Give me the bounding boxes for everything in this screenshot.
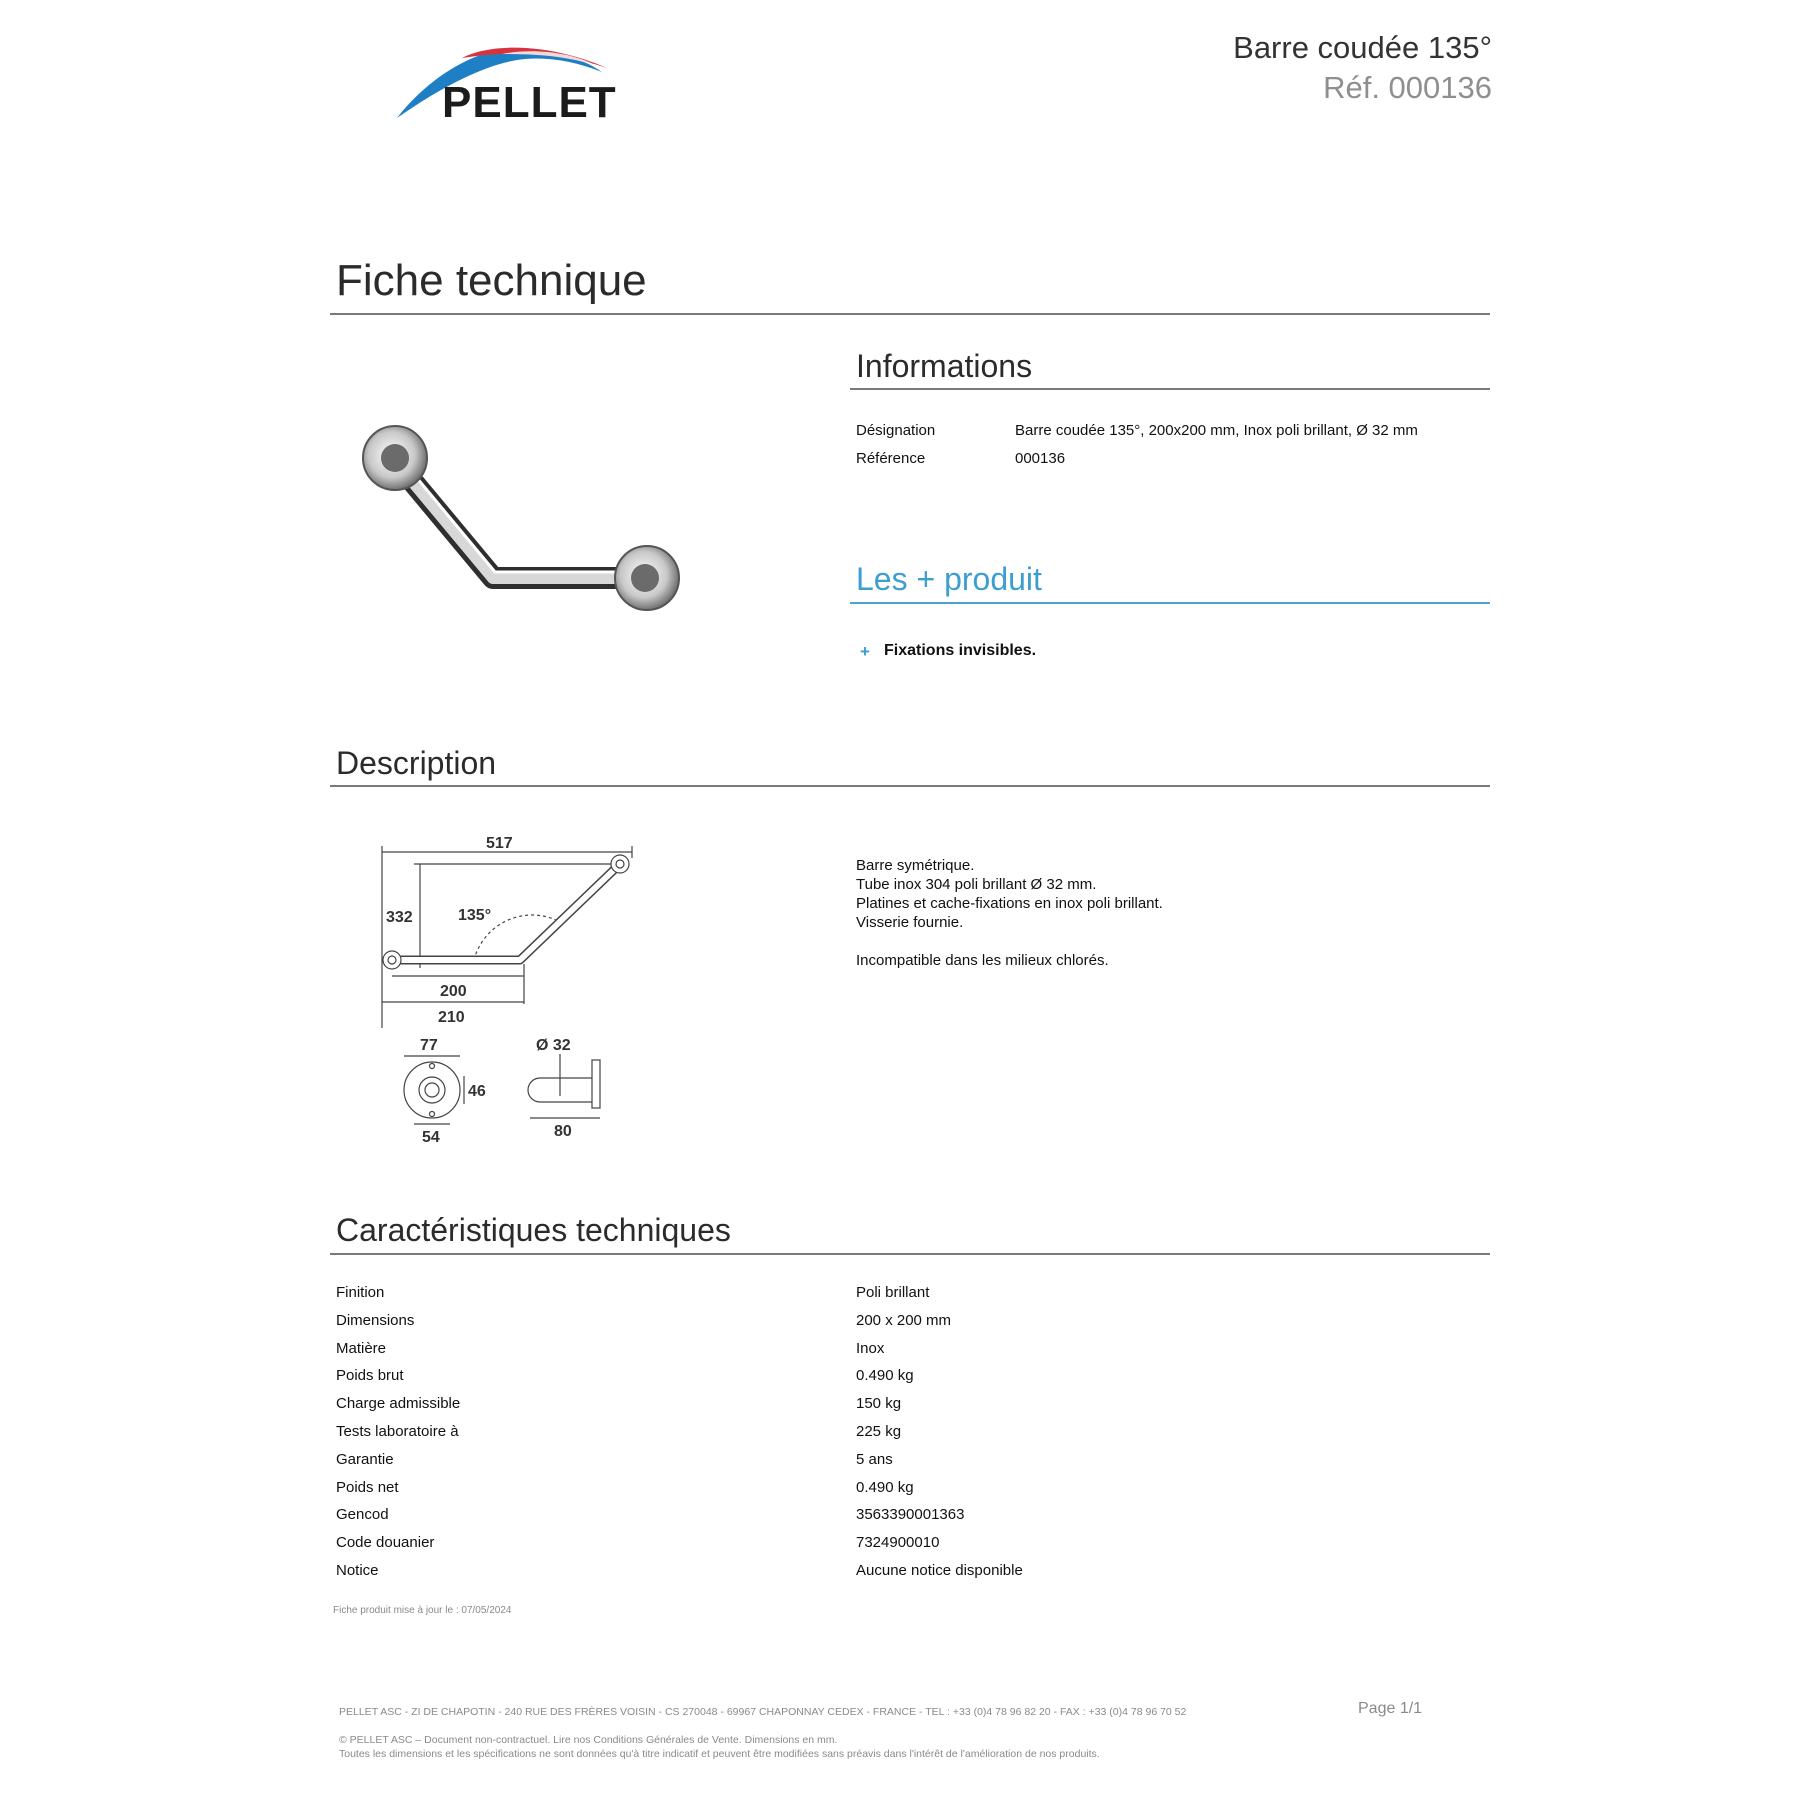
- spec-value: 0.490 kg: [856, 1367, 914, 1385]
- divider: [330, 785, 1490, 787]
- spec-value: 7324900010: [856, 1534, 940, 1552]
- description-line: [856, 932, 1163, 951]
- spec-label: Gencod: [336, 1506, 389, 1524]
- table-row: [336, 1395, 1486, 1423]
- divider: [330, 1253, 1490, 1255]
- spec-label: Finition: [336, 1284, 385, 1301]
- divider: [850, 602, 1490, 604]
- spec-value: Inox: [856, 1339, 885, 1357]
- dim-77: 77: [420, 1037, 438, 1054]
- table-row: [336, 1506, 1486, 1534]
- spec-label: Charge admissible: [336, 1395, 461, 1413]
- table-row: [336, 1312, 1486, 1340]
- dim-54: 54: [422, 1129, 440, 1146]
- plus-produit-title: Les + produit: [856, 561, 1042, 597]
- spec-label: Garantie: [336, 1450, 394, 1468]
- plus-produit-item: Fixations invisibles.: [884, 642, 1037, 659]
- reference-label: Référence: [856, 450, 926, 467]
- spec-value: 0.490 kg: [856, 1478, 914, 1496]
- dim-diameter-32: Ø 32: [536, 1037, 571, 1054]
- spec-label: Matière: [336, 1339, 387, 1357]
- updated-date: Fiche produit mise à jour le : 07/05/2024: [333, 1605, 512, 1616]
- dim-80: 80: [554, 1123, 572, 1140]
- table-row: [336, 1423, 1486, 1451]
- spec-label: Poids net: [336, 1478, 399, 1496]
- dim-332: 332: [386, 909, 413, 926]
- table-row: [336, 1451, 1486, 1479]
- footer-disclaimer: Toutes les dimensions et les spécifications ne sont données qu'à titre indicatif et peuvent être modifiées sans préavis dans l'intérêt de l'amélioration de nos produits.: [339, 1748, 1100, 1760]
- description-line: Barre symétrique.: [856, 857, 975, 874]
- technical-drawing: [370, 828, 640, 1148]
- dim-210: 210: [438, 1009, 465, 1026]
- dim-517: 517: [486, 835, 513, 852]
- description-line: Platines et cache-fixations en inox poli brillant.: [856, 895, 1163, 912]
- designation-value: Barre coudée 135°, 200x200 mm, Inox poli brillant, Ø 32 mm: [1015, 422, 1418, 439]
- spec-label: Notice: [336, 1561, 379, 1579]
- reference-value: 000136: [1015, 450, 1066, 467]
- logo-text: PELLET: [442, 78, 617, 127]
- caracteristiques-title: Caractéristiques techniques: [336, 1212, 731, 1248]
- footer-copyright: © PELLET ASC – Document non-contractuel. Lire nos Conditions Générales de Vente. Dimensions en mm.: [339, 1734, 838, 1746]
- spec-value: Aucune notice disponible: [856, 1561, 1023, 1579]
- description-title: Description: [336, 745, 497, 781]
- description-text: [856, 856, 1163, 970]
- table-row: [336, 1534, 1486, 1562]
- spec-table: [336, 1284, 1486, 1590]
- table-row: [336, 1479, 1486, 1507]
- table-row: [336, 1562, 1486, 1590]
- spec-label: Poids brut: [336, 1367, 404, 1385]
- spec-value: 3563390001363: [856, 1506, 965, 1524]
- spec-value: Poli brillant: [856, 1284, 930, 1301]
- plus-icon: +: [860, 642, 870, 661]
- description-line: Visserie fournie.: [856, 914, 964, 931]
- spec-value: 200 x 200 mm: [856, 1311, 952, 1329]
- page-number: Page 1/1: [1358, 1700, 1423, 1717]
- spec-label: Tests laboratoire à: [336, 1422, 459, 1440]
- table-row: [336, 1340, 1486, 1368]
- pellet-logo: [392, 38, 642, 128]
- spec-value: 225 kg: [856, 1422, 902, 1440]
- product-reference: Réf. 000136: [1323, 70, 1492, 105]
- dim-200: 200: [440, 983, 467, 1000]
- table-row: [336, 1284, 1486, 1312]
- divider: [850, 388, 1490, 390]
- spec-label: Dimensions: [336, 1311, 415, 1329]
- informations-title: Informations: [856, 348, 1033, 384]
- product-photo: [355, 350, 705, 690]
- dim-46: 46: [468, 1083, 486, 1100]
- table-row: [336, 1367, 1486, 1395]
- description-line: Incompatible dans les milieux chlorés.: [856, 952, 1109, 969]
- spec-value: 150 kg: [856, 1395, 902, 1413]
- description-line: Tube inox 304 poli brillant Ø 32 mm.: [856, 876, 1097, 893]
- page-title: Fiche technique: [336, 256, 647, 305]
- designation-label: Désignation: [856, 422, 936, 439]
- dim-angle: 135°: [458, 907, 492, 924]
- product-title: Barre coudée 135°: [1233, 30, 1492, 65]
- divider: [330, 313, 1490, 315]
- spec-value: 5 ans: [856, 1450, 893, 1468]
- footer-address: PELLET ASC - ZI DE CHAPOTIN - 240 RUE DES FRÈRES VOISIN - CS 270048 - 69967 CHAPONNAY CEDEX - FRANCE - TEL : +33 (0)4 78 96 82 20 - FAX : +33 (0)4 78 96 70 52: [339, 1706, 1187, 1718]
- spec-label: Code douanier: [336, 1534, 435, 1552]
